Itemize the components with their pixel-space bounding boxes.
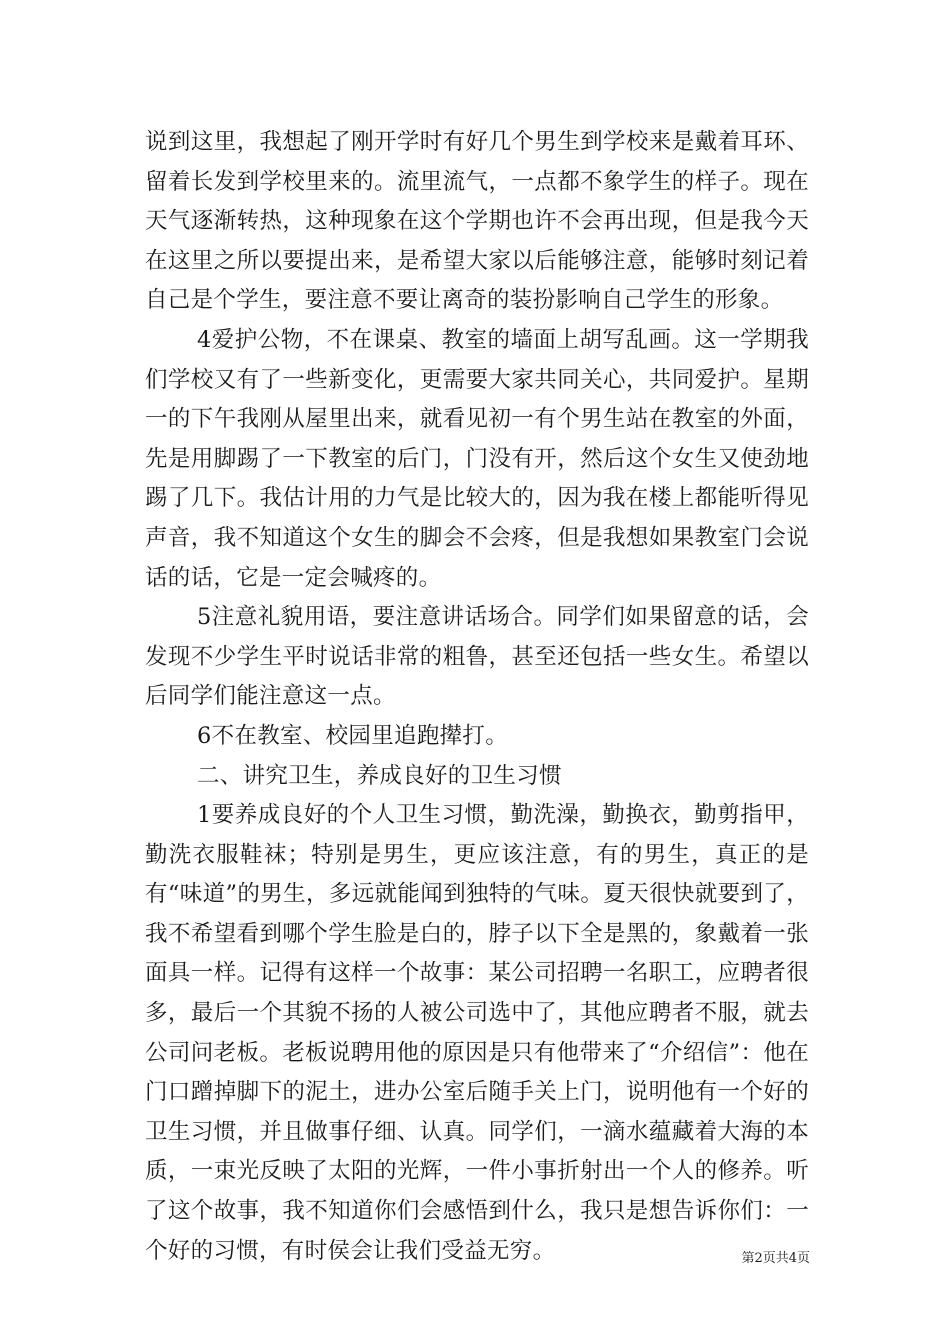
paragraph: 1要养成良好的个人卫生习惯，勤洗澡，勤换衣，勤剪指甲，勤洗衣服鞋袜；特别是男生，更应该注意，有的男生，真正的是有“味道”的男生，多远就能闻到独特的气味。夏天很快就要到了，我不希望看到哪个学生脸是白的，脖子以下全是黑的，象戴着一张面具一样。记得有这样一个故事：某公司招聘一名职工，应聘者很多，最后一个其貌不扬的人被公司选中了，其他应聘者不服，就去公司问老板。老板说聘用他的原因是只有他带来了“介绍信”：他在门口蹭掉脚下的泥土，进办公室后随手关上门，说明他有一个好的卫生习惯，并且做事仔细、认真。同学们，一滴水蕴藏着大海的本质，一束光反映了太阳的光辉，一件小事折射出一个人的修养。听了这个故事，我不知道你们会感悟到什么，我只是想告诉你们：一个好的习惯，有时侯会让我们受益无穷。 xyxy=(145,802,809,1264)
paragraph: 说到这里，我想起了刚开学时有好几个男生到学校来是戴着耳环、留着长发到学校里来的。流里流气，一点都不象学生的样子。现在天气逐渐转热，这种现象在这个学期也许不会再出现，但是我今天在这里之所以要提出来，是希望大家以后能够注意，能够时刻记着自己是个学生，要注意不要让离奇的装扮影响自己学生的形象。 xyxy=(145,129,809,314)
section-heading: 二、讲究卫生，养成良好的卫生习惯 xyxy=(197,762,562,789)
paragraph: 6不在教室、校园里追跑撵打。 xyxy=(197,722,509,749)
paragraph: 4爱护公物，不在课桌、教室的墙面上胡写乱画。这一学期我们学校又有了一些新变化，更需要大家共同关心，共同爱护。星期一的下午我刚从屋里出来，就看见初一有个男生站在教室的外面，先是用脚踢了一下教室的后门，门没有开，然后这个女生又使劲地踢了几下。我估计用的力气是比较大的，因为我在楼上都能听得见声音，我不知道这个女生的脚会不会疼，但是我想如果教室门会说话的话，它是一定会喊疼的。 xyxy=(145,326,809,591)
paragraph: 5注意礼貌用语，要注意讲话场合。同学们如果留意的话，会发现不少学生平时说话非常的粗鲁，甚至还包括一些女生。希望以后同学们能注意这一点。 xyxy=(145,604,809,710)
document-body xyxy=(145,123,809,1271)
page-number: 第2页共4页 xyxy=(741,1251,810,1266)
